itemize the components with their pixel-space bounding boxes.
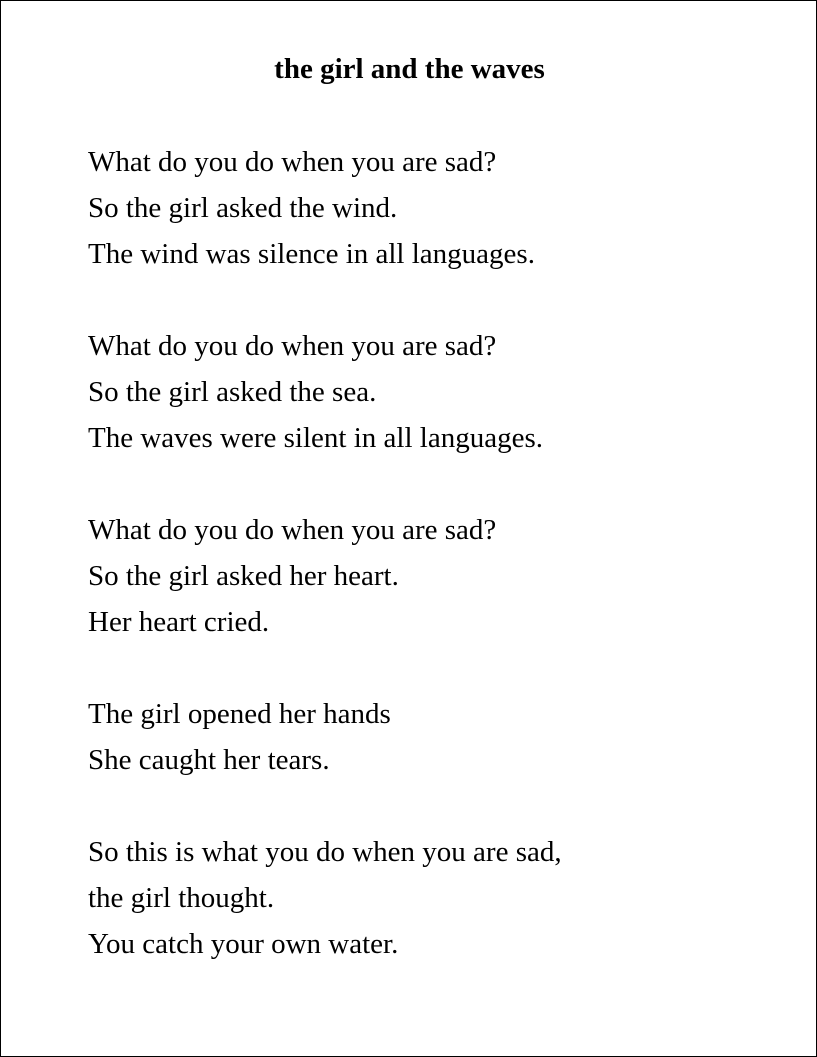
poem-line: The girl opened her hands (88, 698, 391, 730)
stanza-5 (88, 829, 788, 967)
poem-line: She caught her tears. (88, 744, 330, 776)
poem-title: the girl and the waves (274, 53, 545, 85)
poem-body (88, 139, 788, 1013)
poem-line: So the girl asked her heart. (88, 560, 399, 592)
poem-line: So the girl asked the sea. (88, 376, 377, 408)
poem-line: the girl thought. (88, 882, 275, 914)
poem-line: What do you do when you are sad? (88, 330, 497, 362)
stanza-3 (88, 507, 788, 645)
poem-line: So the girl asked the wind. (88, 192, 398, 224)
poem-line: Her heart cried. (88, 606, 270, 638)
poem-line: What do you do when you are sad? (88, 514, 497, 546)
stanza-1 (88, 139, 788, 277)
poem-line: You catch your own water. (88, 928, 399, 960)
poem-line: So this is what you do when you are sad, (88, 836, 562, 868)
poem-line: The wind was silence in all languages. (88, 238, 535, 270)
stanza-4 (88, 691, 788, 783)
stanza-2 (88, 323, 788, 461)
poem-line: What do you do when you are sad? (88, 146, 497, 178)
poem-line: The waves were silent in all languages. (88, 422, 543, 454)
